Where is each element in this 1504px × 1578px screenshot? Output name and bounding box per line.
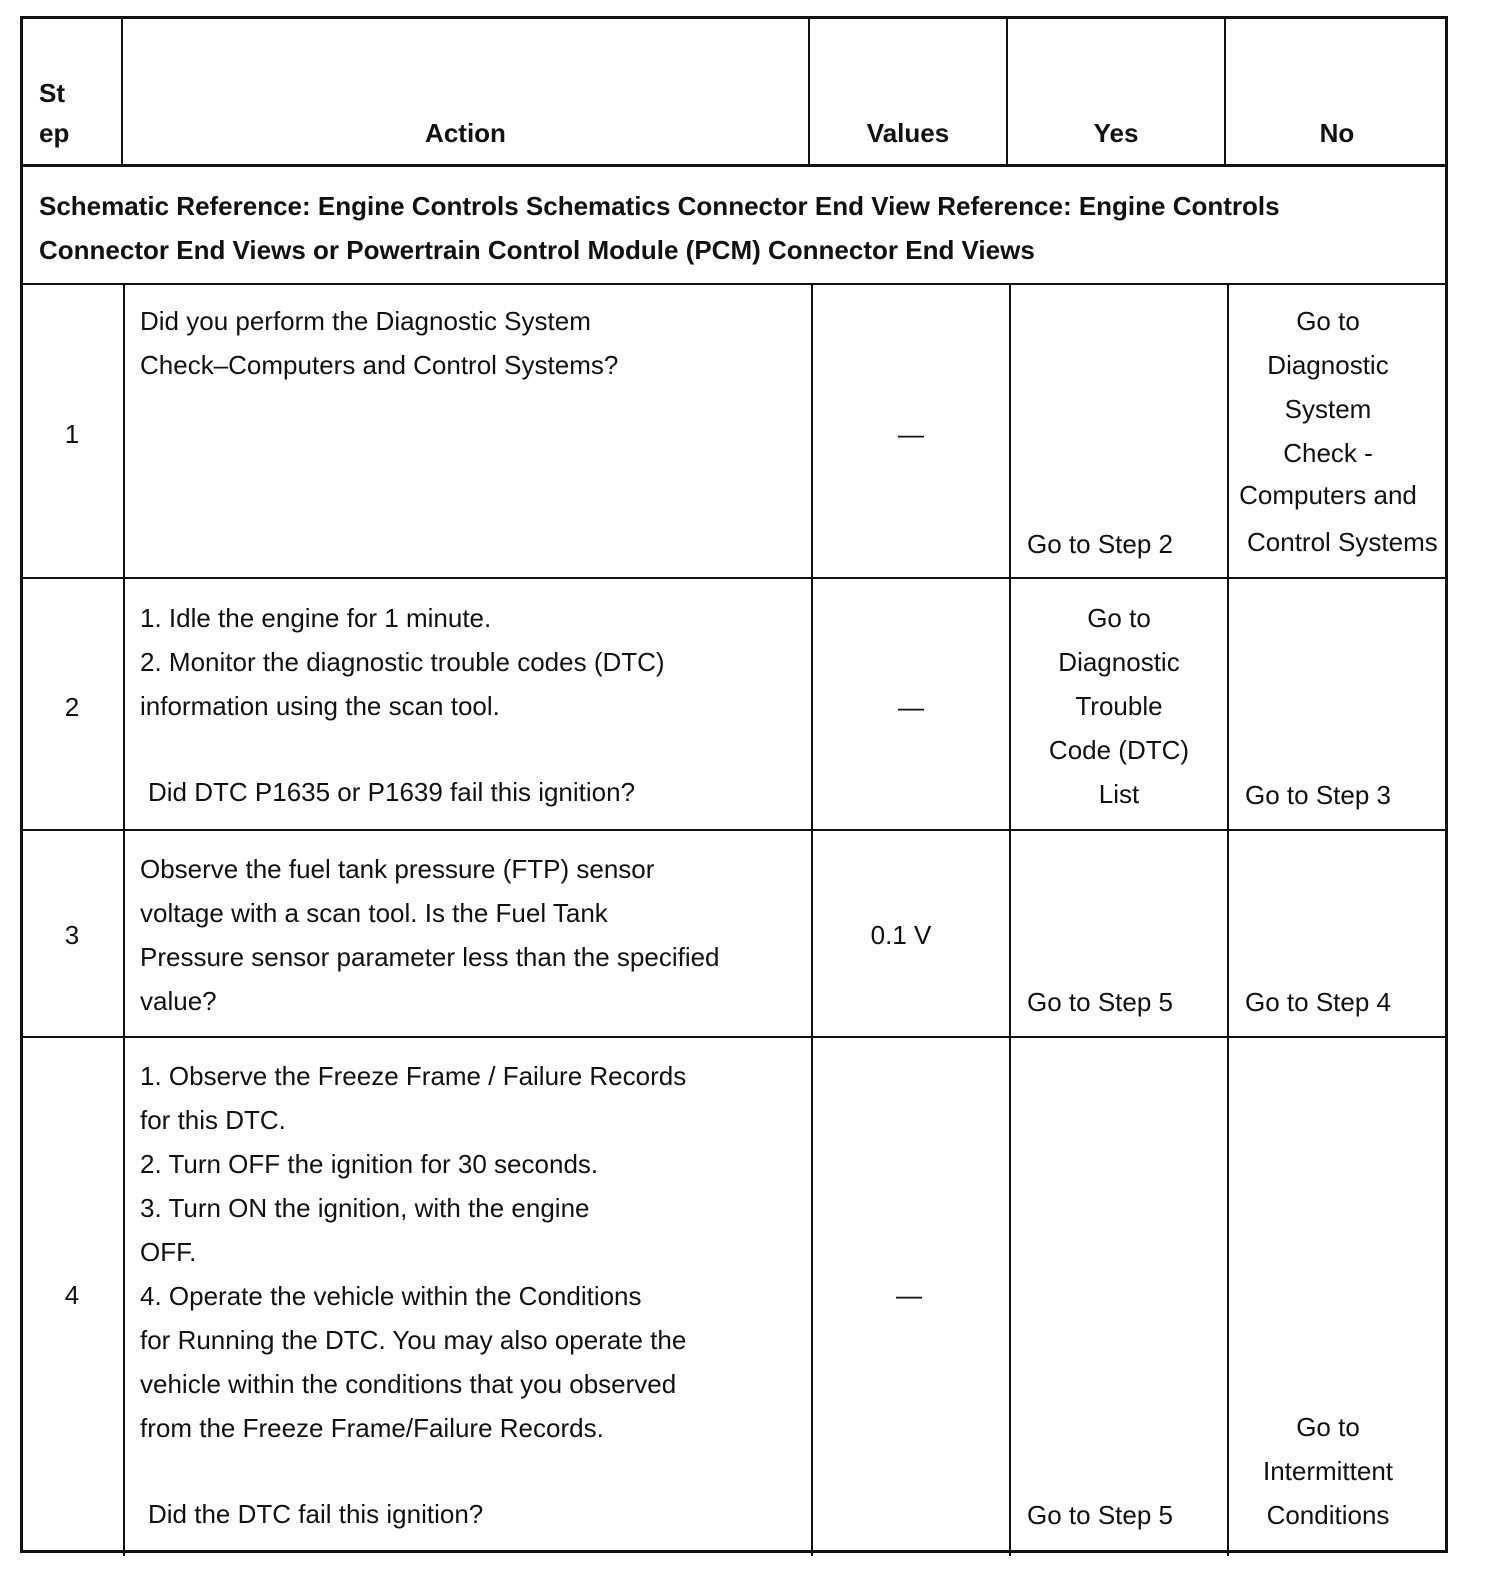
row1-yes: Go to Step 2 [1027,529,1173,559]
reference-divider [23,283,1445,285]
row3-no: Go to Step 4 [1245,987,1391,1017]
row1-step: 1 [64,419,80,449]
row3-values: 0.1 V [870,920,932,950]
row4-step: 4 [64,1280,80,1310]
row2-yes: Go to Diagnostic Trouble Code (DTC) List [1048,603,1190,809]
row3-yes: Go to Step 5 [1027,987,1173,1017]
header-yes: Yes [1093,118,1139,148]
row4-yes: Go to Step 5 [1027,1500,1173,1530]
body-col-line-1 [123,283,125,1556]
row2-step: 2 [64,692,80,722]
diagnostic-table [20,16,1448,1553]
row1-action: Did you perform the Diagnostic System Check–Computers and Control Systems? [140,306,619,380]
row4-values: — [896,1280,922,1310]
header-divider [23,164,1445,167]
row4-no: Go to Intermittent Conditions [1262,1412,1394,1530]
row1-no: Go to Diagnostic System Check - Computers and Control Systems [1239,306,1438,557]
row2-action: 1. Idle the engine for 1 minute. 2. Monitor the diagnostic trouble codes (DTC) information using the scan tool. Did DTC P1635 or P1639 fail this ignition? [140,603,665,807]
row2-no: Go to Step 3 [1245,780,1391,810]
row-divider-1 [23,577,1445,579]
row4-action: 1. Observe the Freeze Frame / Failure Records for this DTC. 2. Turn OFF the ignition for 30 seconds. 3. Turn ON the ignition, with the engine OFF. 4. Operate the vehicle within the Conditions for Running the DTC. You may also operate the vehicle within the conditions that you observed from the Freeze Frame/Failure Records. Did the DTC fail this ignition? [140,1061,687,1529]
row3-action: Observe the fuel tank pressure (FTP) sensor voltage with a scan tool. Is the Fuel Tank Pressure sensor parameter less than the specified value? [140,854,720,1016]
header-no: No [1319,118,1355,148]
header-action: Action [425,118,506,148]
row-divider-3 [23,1036,1445,1038]
schematic-reference: Schematic Reference: Engine Controls Schematics Connector End View Reference: Engine Controls Connector End Views or Powertrain Control Module (PCM) Connector End Views [39,191,1280,265]
header-values: Values [866,118,950,148]
row1-values: — [898,419,924,449]
body-col-line-3 [1009,283,1011,1556]
row3-step: 3 [64,920,80,950]
row-divider-2 [23,829,1445,831]
header-step: St ep [39,78,70,148]
row2-values: — [898,692,924,722]
